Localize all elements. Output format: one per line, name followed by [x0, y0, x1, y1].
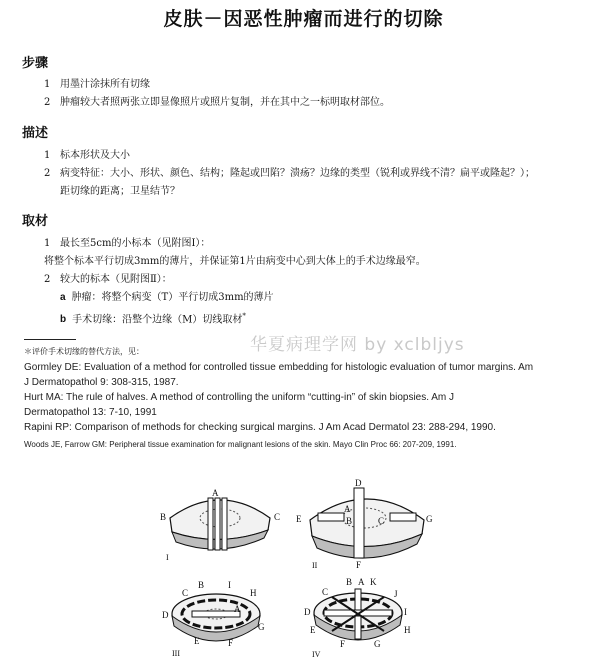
figure-label: J — [394, 589, 398, 599]
item-text: 最长至5cm的小标本（见附图Ⅰ）： — [60, 238, 211, 249]
figure-number: II — [312, 561, 318, 570]
cut-slice — [222, 498, 227, 550]
figure-label: C — [182, 588, 189, 598]
figure-label: F — [228, 638, 234, 648]
item-text: 用墨汁涂抹所有切缘 — [60, 79, 150, 90]
footnote-mark: * — [242, 312, 246, 320]
steps-item-1 — [44, 78, 150, 92]
cut-slice — [208, 498, 213, 550]
section-heading-steps: 步骤 — [22, 56, 49, 71]
figure-number: IV — [312, 650, 321, 659]
figure-label: I — [228, 580, 231, 590]
reference-line: Gormley DE: Evaluation of a method for controlled tissue embedding for histologic evaluation of tumor margins. Am — [24, 362, 534, 373]
cut-slice — [215, 498, 220, 550]
reference-line: Hurt MA: The rule of halves. A method of controlling the uniform “cutting-in” of skin biopsies. Am J — [24, 392, 455, 403]
figure-label: B — [198, 580, 205, 590]
figure-label: A — [358, 577, 365, 587]
figure-number: I — [166, 553, 169, 562]
reference-line: Dermatopathol 13: 7-10, 1991 — [24, 407, 157, 418]
figure-1-diagram — [150, 480, 290, 565]
sub-text: 手术切缘：沿整个边缘（M）切线取材 — [72, 314, 243, 326]
figure-label: G — [426, 514, 433, 524]
footnote-intro: ＊评价手术切缘的替代方法，见： — [24, 347, 144, 356]
figure-number: III — [172, 649, 180, 658]
item-number: 1 — [44, 238, 51, 249]
figure-label: C — [322, 587, 329, 597]
sampling-sub-b — [60, 309, 246, 327]
figure-label: C — [378, 516, 385, 526]
figure-label: B — [346, 516, 353, 526]
item-text: 较大的标本（见附图Ⅱ）： — [60, 274, 172, 285]
figure-label: D — [355, 478, 362, 488]
figure-label: F — [340, 639, 346, 649]
sub-label: b — [60, 314, 67, 326]
describe-item-1 — [44, 149, 130, 163]
sampling-item-2 — [44, 273, 172, 287]
margin-section — [390, 513, 416, 521]
item-text: 肿瘤较大者照两张立即显像照片或照片复制，并在其中之一标明取材部位。 — [60, 97, 390, 108]
figure-label: G — [258, 622, 265, 632]
item-number: 1 — [44, 79, 51, 90]
reference-line: J Dermatopathol 9: 308-315, 1987. — [24, 377, 179, 388]
sampling-sub-a — [60, 291, 274, 305]
describe-item-2 — [44, 167, 535, 181]
reference-line: Woods JE, Farrow GM: Peripheral tissue examination for malignant lesions of the skin. Mayo Clin Proc 66: 207-209, 1991. — [24, 440, 457, 449]
watermark: 华夏病理学网 by xclbljys — [250, 335, 465, 355]
figure-label: F — [356, 560, 362, 570]
figure-3-diagram — [158, 578, 278, 660]
figure-4-diagram — [300, 575, 420, 660]
item-text: 标本形状及大小 — [60, 150, 130, 161]
figure-label: H — [250, 588, 257, 598]
item-text: 病变特征：大小、形状、颜色、结构；隆起或凹陷？溃疡？边缘的类型（锐利或界线不清？扁平或隆起？）； — [60, 168, 535, 179]
figure-label: K — [370, 577, 377, 587]
figure-label: E — [194, 636, 200, 646]
item-number: 2 — [44, 168, 51, 179]
figure-label: A — [212, 488, 219, 498]
figure-label: B — [160, 512, 167, 522]
figure-label: B — [346, 577, 353, 587]
figure-label: A — [344, 504, 351, 514]
figure-label: D — [162, 610, 169, 620]
describe-item-2-continued: 距切缘的距离；卫星结节？ — [60, 186, 180, 197]
figure-label: G — [374, 639, 381, 649]
figure-label: I — [404, 607, 407, 617]
sub-label: a — [60, 292, 66, 303]
sampling-item-1-detail: 将整个标本平行切成3mm的薄片，并保证第1片由病变中心到大体上的手术边缘最窄。 — [44, 256, 426, 267]
sampling-item-1 — [44, 237, 210, 251]
reference-line: Rapini RP: Comparison of methods for checking surgical margins. J Am Acad Dermatol 23: 288-294, 1990. — [24, 422, 496, 433]
figure-label: A — [234, 604, 241, 614]
section-heading-describe: 描述 — [22, 126, 49, 141]
footnote-divider — [24, 339, 76, 340]
item-number: 1 — [44, 150, 51, 161]
figure-label: E — [310, 625, 316, 635]
steps-item-2 — [44, 96, 390, 110]
margin-section — [318, 513, 344, 521]
figure-label: D — [304, 607, 311, 617]
cut-slice — [354, 488, 364, 558]
figure-2-diagram — [292, 478, 442, 573]
page-title: 皮肤－因恶性肿瘤而进行的切除 — [163, 8, 444, 30]
section-heading-sampling: 取材 — [22, 214, 49, 229]
figure-label: C — [274, 512, 281, 522]
figure-label: E — [296, 514, 302, 524]
cut-slice — [192, 611, 240, 617]
item-number: 2 — [44, 274, 51, 285]
figure-label: H — [404, 625, 411, 635]
sub-text: 肿瘤：将整个病变（T）平行切成3mm的薄片 — [71, 292, 274, 303]
item-number: 2 — [44, 97, 51, 108]
